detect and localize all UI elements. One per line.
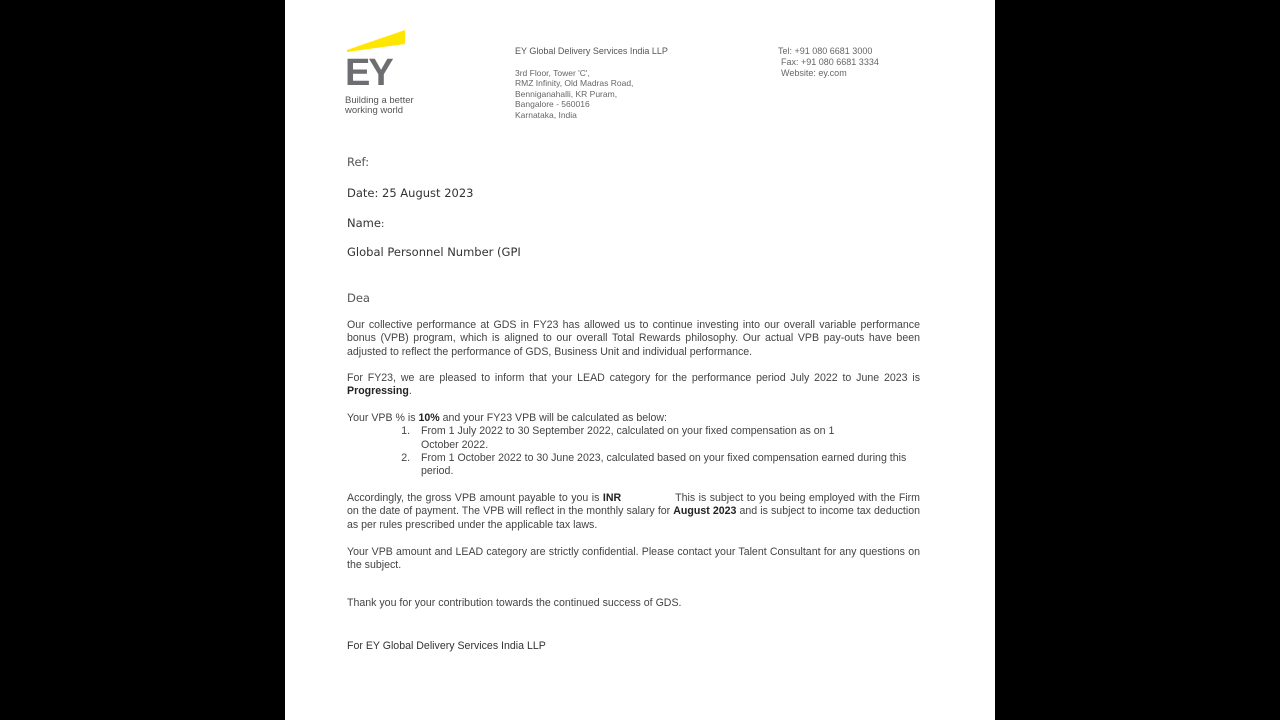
letter-page <box>285 0 995 720</box>
calculation-list <box>347 425 920 478</box>
fax: Fax: +91 080 6681 3334 <box>781 57 879 67</box>
paragraph-confidential: Your VPB amount and LEAD category are strictly confidential. Please contact your Talent Consultant for any questions on the subject. <box>347 546 920 572</box>
tel: Tel: +91 080 6681 3000 <box>778 46 873 56</box>
paragraph-thanks: Thank you for your contribution towards the continued success of GDS. <box>347 596 682 609</box>
logo-tagline: Building a better working world <box>345 95 414 116</box>
paragraph-vpb-calculation: Your VPB % is 10% and your FY23 VPB will be calculated as below: 1. From 1 July 2022 to 30 September 2022, calculated on your fixed compensation as on 1 October 2022. 2. From 1 October 2022 to 30 June 2023, calculated based on your fixed compensation earned during this period. <box>347 412 920 478</box>
list-item: 1. From 1 July 2022 to 30 September 2022, calculated on your fixed compensation as on 1 October 2022. <box>413 425 920 452</box>
paragraph-amount: Accordingly, the gross VPB amount payable to you is INR This is subject to you being employed with the Firm on the date of payment. The VPB will reflect in the monthly salary for August 2023 and is subject to income tax deduction as per rules prescribed under the applicable tax laws. <box>347 492 921 531</box>
contact-info <box>778 46 879 79</box>
company-name: EY Global Delivery Services India LLP <box>515 46 668 56</box>
website: Website: ey.com <box>781 68 847 78</box>
paragraph-lead-category: For FY23, we are pleased to inform that your LEAD category for the performance period July 2022 to June 2023 is Progressing. <box>347 372 920 398</box>
yellow-beam-icon <box>347 30 407 52</box>
date-field: Date: 25 August 2023 <box>347 186 474 200</box>
ref-field: Ref: <box>347 155 370 169</box>
gpn-field: Global Personnel Number (GPI <box>347 245 521 259</box>
paragraph-intro: Our collective performance at GDS in FY23 has allowed us to continue investing into our overall variable performance bonus (VPB) program, which is aligned to our overall Total Rewards philosophy. Our actual VPB pay-outs have been adjusted to reflect the performance of GDS, Business Unit and individual performance. <box>347 319 920 358</box>
salutation: Dea <box>347 291 370 305</box>
list-item: 2. From 1 October 2022 to 30 June 2023, calculated based on your fixed compensation earned during this period. <box>413 452 920 479</box>
signature-line: For EY Global Delivery Services India LLP <box>347 640 546 652</box>
name-field: Name: <box>347 216 385 230</box>
company-address: EY Global Delivery Services India LLP 3rd Floor, Tower 'C', RMZ Infinity, Old Madras Road, Benniganahalli, KR Puram, Bangalore - 560016 Karnataka, India <box>515 46 668 120</box>
ey-logo <box>345 30 425 120</box>
logo-text: EY <box>345 52 392 94</box>
